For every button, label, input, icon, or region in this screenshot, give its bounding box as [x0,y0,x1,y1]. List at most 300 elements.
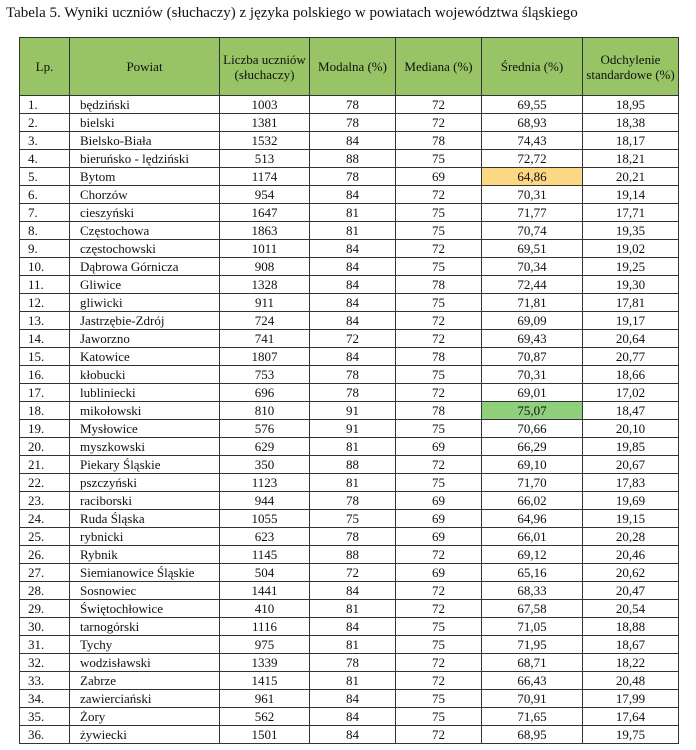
cell-mediana: 69 [396,168,482,186]
cell-powiat: zawierciański [70,690,220,708]
cell-powiat: tarnogórski [70,618,220,636]
table-row [20,618,679,636]
table-row [20,492,679,510]
cell-odchylenie: 20,64 [583,330,679,348]
cell-mediana: 69 [396,510,482,528]
cell-mediana: 72 [396,726,482,744]
table-row [20,222,679,240]
cell-mediana: 75 [396,222,482,240]
cell-srednia: 72,44 [482,276,583,294]
cell-mediana: 72 [396,240,482,258]
cell-srednia: 69,12 [482,546,583,564]
cell-modalna: 88 [310,456,396,474]
cell-srednia: 70,34 [482,258,583,276]
cell-srednia: 65,16 [482,564,583,582]
cell-lp: 10. [20,258,70,276]
cell-lp: 5. [20,168,70,186]
table-row [20,96,679,114]
cell-lp: 25. [20,528,70,546]
header-row [20,38,679,96]
cell-mediana: 72 [396,600,482,618]
cell-liczba: 741 [220,330,310,348]
table-row [20,168,679,186]
table-row [20,132,679,150]
cell-srednia: 72,72 [482,150,583,168]
cell-mediana: 72 [396,114,482,132]
results-table [19,37,679,744]
cell-mediana: 75 [396,708,482,726]
cell-odchylenie: 17,81 [583,294,679,312]
cell-srednia: 71,65 [482,708,583,726]
cell-modalna: 81 [310,438,396,456]
cell-modalna: 91 [310,402,396,420]
cell-odchylenie: 17,83 [583,474,679,492]
cell-odchylenie: 19,02 [583,240,679,258]
cell-mediana: 78 [396,276,482,294]
cell-mediana: 69 [396,564,482,582]
cell-powiat: Jastrzębie-Zdrój [70,312,220,330]
cell-modalna: 81 [310,222,396,240]
table-row [20,582,679,600]
cell-mediana: 75 [396,618,482,636]
cell-liczba: 410 [220,600,310,618]
cell-powiat: Zabrze [70,672,220,690]
cell-modalna: 78 [310,654,396,672]
cell-odchylenie: 20,21 [583,168,679,186]
cell-liczba: 911 [220,294,310,312]
cell-mediana: 75 [396,294,482,312]
cell-liczba: 1863 [220,222,310,240]
cell-powiat: wodzisławski [70,654,220,672]
header-lp: Lp. [20,38,70,96]
cell-lp: 17. [20,384,70,402]
table-row [20,312,679,330]
table-row [20,366,679,384]
cell-odchylenie: 17,71 [583,204,679,222]
table-row [20,276,679,294]
cell-srednia: 69,55 [482,96,583,114]
table-row [20,654,679,672]
cell-srednia: 68,95 [482,726,583,744]
cell-liczba: 513 [220,150,310,168]
cell-mediana: 78 [396,348,482,366]
cell-lp: 32. [20,654,70,672]
cell-odchylenie: 18,67 [583,636,679,654]
table-row [20,420,679,438]
cell-mediana: 75 [396,636,482,654]
cell-odchylenie: 19,69 [583,492,679,510]
cell-powiat: Jaworzno [70,330,220,348]
cell-powiat: Bytom [70,168,220,186]
cell-mediana: 72 [396,312,482,330]
cell-odchylenie: 17,64 [583,708,679,726]
cell-lp: 22. [20,474,70,492]
cell-srednia: 68,93 [482,114,583,132]
cell-lp: 1. [20,96,70,114]
cell-liczba: 1174 [220,168,310,186]
cell-lp: 2. [20,114,70,132]
cell-lp: 11. [20,276,70,294]
cell-powiat: Żory [70,708,220,726]
cell-srednia: 74,43 [482,132,583,150]
cell-srednia: 66,02 [482,492,583,510]
cell-liczba: 1011 [220,240,310,258]
cell-lp: 14. [20,330,70,348]
cell-liczba: 908 [220,258,310,276]
cell-modalna: 78 [310,366,396,384]
cell-mediana: 72 [396,582,482,600]
cell-srednia: 70,31 [482,186,583,204]
cell-powiat: Chorzów [70,186,220,204]
cell-modalna: 78 [310,384,396,402]
cell-powiat: żywiecki [70,726,220,744]
table-row [20,546,679,564]
cell-mediana: 72 [396,546,482,564]
cell-srednia: 71,81 [482,294,583,312]
cell-modalna: 75 [310,510,396,528]
cell-mediana: 75 [396,366,482,384]
cell-srednia: 64,86 [482,168,583,186]
cell-odchylenie: 19,30 [583,276,679,294]
cell-odchylenie: 18,38 [583,114,679,132]
cell-liczba: 1381 [220,114,310,132]
cell-powiat: Sosnowiec [70,582,220,600]
cell-liczba: 576 [220,420,310,438]
cell-odchylenie: 18,95 [583,96,679,114]
table-row [20,240,679,258]
cell-lp: 12. [20,294,70,312]
cell-odchylenie: 20,46 [583,546,679,564]
cell-odchylenie: 19,85 [583,438,679,456]
cell-modalna: 84 [310,690,396,708]
cell-liczba: 1116 [220,618,310,636]
cell-lp: 13. [20,312,70,330]
cell-lp: 28. [20,582,70,600]
cell-modalna: 81 [310,204,396,222]
cell-liczba: 944 [220,492,310,510]
cell-srednia: 69,09 [482,312,583,330]
cell-odchylenie: 18,47 [583,402,679,420]
cell-powiat: myszkowski [70,438,220,456]
cell-srednia: 68,33 [482,582,583,600]
cell-odchylenie: 17,99 [583,690,679,708]
table-row [20,456,679,474]
cell-srednia: 67,58 [482,600,583,618]
cell-liczba: 954 [220,186,310,204]
cell-odchylenie: 19,25 [583,258,679,276]
table-row [20,330,679,348]
cell-lp: 15. [20,348,70,366]
cell-mediana: 72 [396,186,482,204]
cell-powiat: lubliniecki [70,384,220,402]
cell-powiat: raciborski [70,492,220,510]
table-row [20,114,679,132]
cell-odchylenie: 19,75 [583,726,679,744]
table-row [20,600,679,618]
cell-srednia: 70,87 [482,348,583,366]
cell-odchylenie: 19,14 [583,186,679,204]
cell-lp: 16. [20,366,70,384]
cell-lp: 4. [20,150,70,168]
cell-srednia: 70,66 [482,420,583,438]
cell-powiat: Bielsko-Biała [70,132,220,150]
cell-lp: 19. [20,420,70,438]
cell-liczba: 696 [220,384,310,402]
header-modalna: Modalna (%) [310,38,396,96]
cell-odchylenie: 20,77 [583,348,679,366]
cell-mediana: 75 [396,204,482,222]
header-liczba: Liczba uczniów (słuchaczy) [220,38,310,96]
cell-modalna: 78 [310,492,396,510]
cell-odchylenie: 18,66 [583,366,679,384]
cell-modalna: 78 [310,168,396,186]
cell-mediana: 69 [396,492,482,510]
table-row [20,348,679,366]
cell-lp: 27. [20,564,70,582]
cell-mediana: 72 [396,654,482,672]
cell-modalna: 84 [310,294,396,312]
cell-modalna: 88 [310,150,396,168]
table-row [20,150,679,168]
cell-mediana: 78 [396,402,482,420]
header-odchylenie: Odchylenie standardowe (%) [583,38,679,96]
cell-liczba: 1807 [220,348,310,366]
cell-powiat: Piekary Śląskie [70,456,220,474]
cell-lp: 35. [20,708,70,726]
cell-powiat: Dąbrowa Górnicza [70,258,220,276]
cell-liczba: 623 [220,528,310,546]
cell-powiat: cieszyński [70,204,220,222]
cell-modalna: 81 [310,474,396,492]
cell-liczba: 1123 [220,474,310,492]
cell-srednia: 71,05 [482,618,583,636]
table-row [20,672,679,690]
cell-powiat: Rybnik [70,546,220,564]
cell-odchylenie: 18,21 [583,150,679,168]
cell-liczba: 1339 [220,654,310,672]
cell-modalna: 78 [310,114,396,132]
cell-lp: 20. [20,438,70,456]
cell-mediana: 69 [396,528,482,546]
cell-lp: 9. [20,240,70,258]
cell-powiat: Częstochowa [70,222,220,240]
cell-liczba: 1328 [220,276,310,294]
cell-modalna: 84 [310,348,396,366]
cell-modalna: 91 [310,420,396,438]
cell-lp: 31. [20,636,70,654]
table-header [20,38,679,96]
cell-odchylenie: 18,22 [583,654,679,672]
table-row [20,204,679,222]
cell-powiat: bieruńsko - lędziński [70,150,220,168]
cell-modalna: 84 [310,726,396,744]
cell-powiat: Katowice [70,348,220,366]
cell-mediana: 72 [396,384,482,402]
cell-powiat: częstochowski [70,240,220,258]
cell-srednia: 69,51 [482,240,583,258]
cell-modalna: 84 [310,312,396,330]
cell-odchylenie: 18,17 [583,132,679,150]
cell-odchylenie: 19,35 [583,222,679,240]
cell-mediana: 72 [396,456,482,474]
table-caption: Tabela 5. Wyniki uczniów (słuchaczy) z języka polskiego w powiatach województwa śląskiego [6,5,578,21]
table-row [20,528,679,546]
cell-odchylenie: 17,02 [583,384,679,402]
cell-srednia: 66,43 [482,672,583,690]
cell-mediana: 72 [396,96,482,114]
table-row [20,474,679,492]
table-row [20,438,679,456]
cell-srednia: 69,01 [482,384,583,402]
cell-srednia: 66,01 [482,528,583,546]
cell-liczba: 562 [220,708,310,726]
cell-liczba: 724 [220,312,310,330]
table-row [20,708,679,726]
table-row [20,636,679,654]
cell-mediana: 78 [396,132,482,150]
cell-srednia: 70,74 [482,222,583,240]
cell-modalna: 78 [310,528,396,546]
cell-mediana: 75 [396,474,482,492]
cell-modalna: 84 [310,582,396,600]
cell-powiat: Gliwice [70,276,220,294]
cell-liczba: 1647 [220,204,310,222]
cell-lp: 21. [20,456,70,474]
cell-modalna: 72 [310,330,396,348]
cell-odchylenie: 19,15 [583,510,679,528]
cell-lp: 33. [20,672,70,690]
cell-odchylenie: 18,88 [583,618,679,636]
cell-srednia: 71,70 [482,474,583,492]
cell-lp: 3. [20,132,70,150]
cell-mediana: 75 [396,690,482,708]
cell-powiat: gliwicki [70,294,220,312]
cell-liczba: 1145 [220,546,310,564]
cell-modalna: 84 [310,258,396,276]
cell-lp: 7. [20,204,70,222]
cell-powiat: Mysłowice [70,420,220,438]
cell-odchylenie: 20,54 [583,600,679,618]
table-row [20,258,679,276]
cell-modalna: 81 [310,600,396,618]
cell-odchylenie: 20,28 [583,528,679,546]
cell-modalna: 88 [310,546,396,564]
cell-modalna: 84 [310,240,396,258]
cell-powiat: Ruda Śląska [70,510,220,528]
cell-mediana: 75 [396,420,482,438]
cell-liczba: 753 [220,366,310,384]
cell-srednia: 69,10 [482,456,583,474]
cell-powiat: kłobucki [70,366,220,384]
cell-modalna: 81 [310,636,396,654]
cell-lp: 26. [20,546,70,564]
table-row [20,294,679,312]
cell-odchylenie: 20,47 [583,582,679,600]
header-srednia: Średnia (%) [482,38,583,96]
cell-srednia: 68,71 [482,654,583,672]
cell-powiat: mikołowski [70,402,220,420]
cell-liczba: 961 [220,690,310,708]
cell-lp: 24. [20,510,70,528]
cell-mediana: 75 [396,258,482,276]
cell-odchylenie: 20,67 [583,456,679,474]
cell-liczba: 1441 [220,582,310,600]
cell-liczba: 1003 [220,96,310,114]
cell-powiat: Siemianowice Śląskie [70,564,220,582]
table-row [20,186,679,204]
cell-odchylenie: 20,62 [583,564,679,582]
cell-powiat: rybnicki [70,528,220,546]
cell-srednia: 69,43 [482,330,583,348]
cell-mediana: 69 [396,438,482,456]
table-row [20,726,679,744]
cell-powiat: będziński [70,96,220,114]
cell-powiat: bielski [70,114,220,132]
cell-lp: 30. [20,618,70,636]
table-row [20,564,679,582]
cell-modalna: 81 [310,672,396,690]
cell-lp: 6. [20,186,70,204]
cell-srednia: 71,95 [482,636,583,654]
cell-mediana: 75 [396,150,482,168]
cell-modalna: 84 [310,132,396,150]
table-row [20,402,679,420]
cell-srednia: 71,77 [482,204,583,222]
cell-odchylenie: 19,17 [583,312,679,330]
cell-modalna: 78 [310,96,396,114]
cell-modalna: 84 [310,708,396,726]
cell-lp: 34. [20,690,70,708]
header-powiat: Powiat [70,38,220,96]
cell-liczba: 1532 [220,132,310,150]
cell-lp: 18. [20,402,70,420]
cell-srednia: 70,91 [482,690,583,708]
cell-liczba: 504 [220,564,310,582]
cell-liczba: 975 [220,636,310,654]
cell-modalna: 84 [310,618,396,636]
cell-liczba: 1055 [220,510,310,528]
cell-lp: 29. [20,600,70,618]
cell-powiat: Świętochłowice [70,600,220,618]
cell-liczba: 350 [220,456,310,474]
cell-srednia: 70,31 [482,366,583,384]
cell-lp: 36. [20,726,70,744]
cell-srednia: 64,96 [482,510,583,528]
cell-lp: 8. [20,222,70,240]
cell-powiat: pszczyński [70,474,220,492]
cell-srednia: 75,07 [482,402,583,420]
table-body [20,96,679,744]
cell-modalna: 84 [310,186,396,204]
cell-odchylenie: 20,10 [583,420,679,438]
cell-powiat: Tychy [70,636,220,654]
cell-liczba: 1501 [220,726,310,744]
cell-liczba: 810 [220,402,310,420]
header-mediana: Mediana (%) [396,38,482,96]
cell-liczba: 629 [220,438,310,456]
cell-mediana: 72 [396,330,482,348]
table-row [20,510,679,528]
cell-modalna: 84 [310,276,396,294]
cell-odchylenie: 20,48 [583,672,679,690]
cell-lp: 23. [20,492,70,510]
cell-srednia: 66,29 [482,438,583,456]
table-row [20,690,679,708]
cell-liczba: 1415 [220,672,310,690]
cell-modalna: 72 [310,564,396,582]
cell-mediana: 72 [396,672,482,690]
table-row [20,384,679,402]
